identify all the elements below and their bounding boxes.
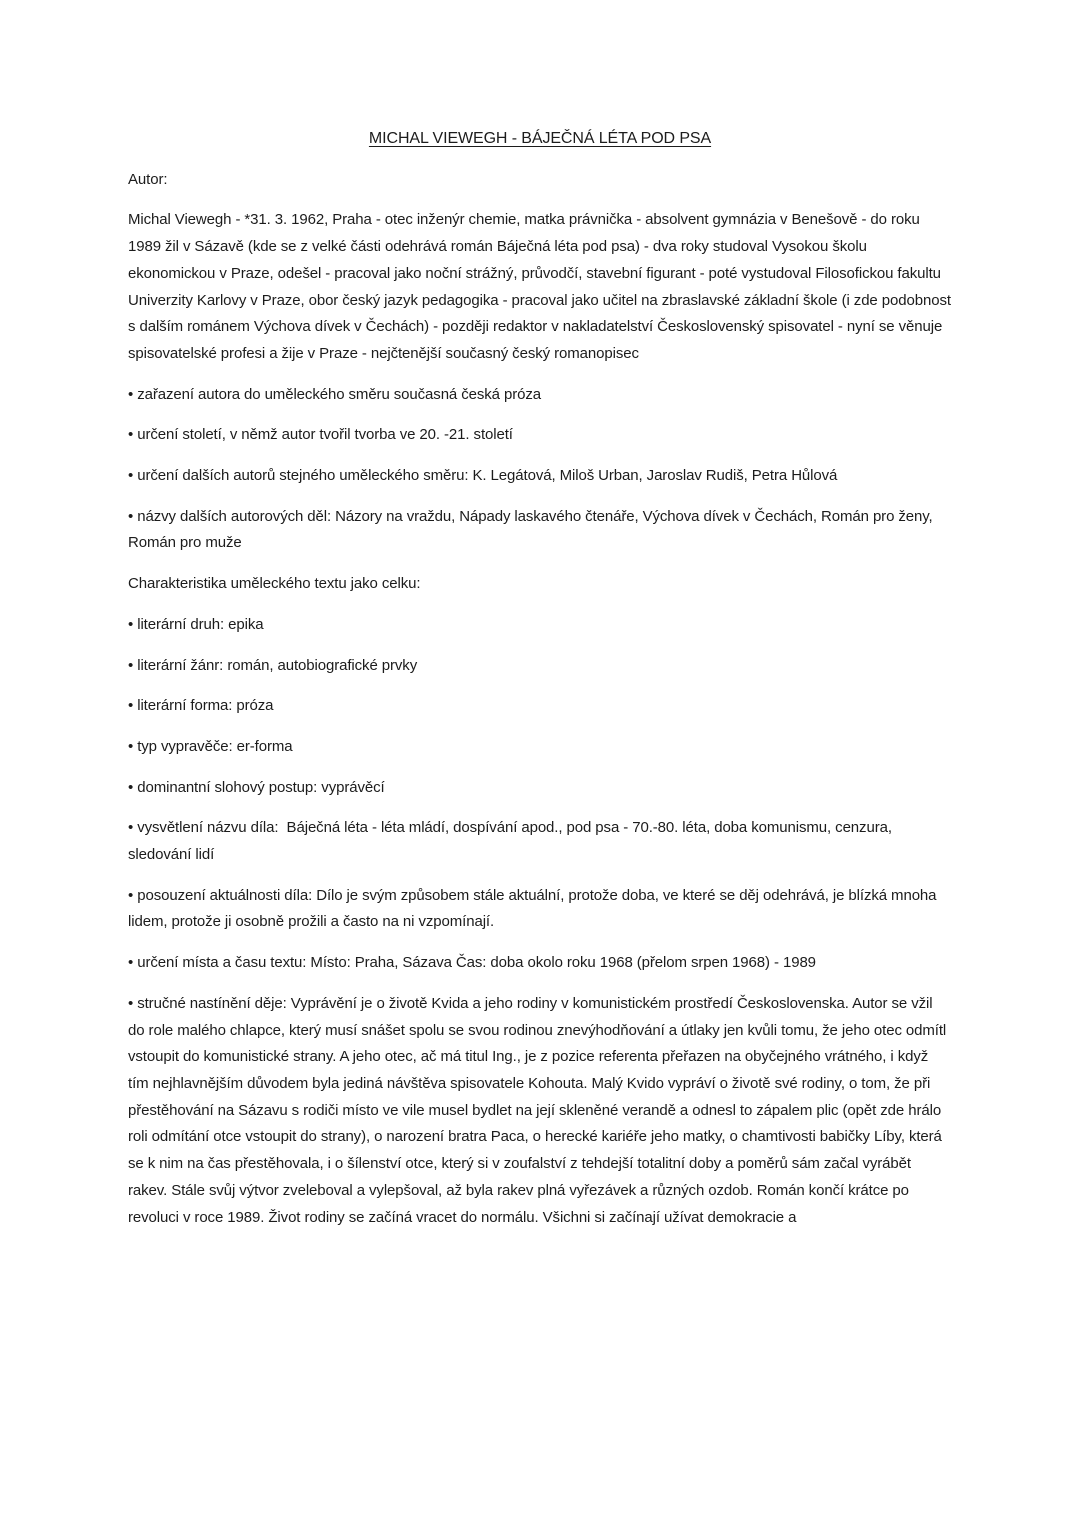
bullet-same-movement-authors: • určení dalších autorů stejného uměleckého směru: K. Legátová, Miloš Urban, Jaroslav Rudiš, Petra Hůlová [128, 467, 838, 485]
bullet-century: • určení století, v němž autor tvořil tvorba ve 20. -21. století [128, 426, 513, 444]
bullet-other-works: • názvy dalších autorových děl: Názory na vraždu, Nápady laskavého čtenáře, Výchova dívek v Čechách, Román pro ženy, Román pro muže [128, 507, 937, 552]
bullet-plot-summary: • stručné nastínění děje: Vyprávění je o životě Kvida a jeho rodiny v komunistickém prostředí Československa. Autor se vžil do role malého chlapce, který musí snášet spolu se svou rodinou znevýhodňování a útlaky jen kvůli tomu, že jeho otec odmítl vstoupit do komunistické strany. A jeho otec, ač má titul Ing., je z pozice referenta přeřazen na obyčejného vrátného, i když tím nejhlavnějším důvodem byla jediná návštěva spisovatele Kohouta. Malý Kvido vypráví o životě své rodiny, o tom, že při přestěhování na Sázavu s rodiči místo ve vile musel bydlet na její skleněné verandě a odnesl to zápalem plic (opět zde hrálo roli odmítání otce vstoupit do strany), o narození bratra Paca, o herecké kariéře jeho matky, o chamtivosti babičky Líby, která se k nim na čas přestěhovala, i o šílenství otce, který si v zoufalství z tehdejší totalitní doby a poměrů sám začal vyrábět rakev. Stále svůj výtvor zveleboval a vylepšoval, až byla rakev plná vyřezávek a různých ozdob. Román končí krátce po revoluci v roce 1989. Život rodiny se začíná vracet do normálu. Všichni si začínají užívat demokracie a [128, 994, 951, 1226]
bullet-topicality: • posouzení aktuálnosti díla: Dílo je svým způsobem stále aktuální, protože doba, ve které se děj odehrává, je blízká mnoha lidem, protože ji osobně prožili a často na ni vzpomínají. [128, 886, 941, 931]
bullet-author-classification: • zařazení autora do uměleckého směru současná česká próza [128, 385, 542, 403]
bullet-style-approach: • dominantní slohový postup: vyprávěcí [128, 778, 385, 796]
author-bio-paragraph: Michal Viewegh - *31. 3. 1962, Praha - otec inženýr chemie, matka právnička - absolvent gymnázia v Benešově - do roku 1989 žil v Sázavě (kde se z velké části odehrává román Báječná léta pod psa) - dva roky studoval Vysokou školu ekonomickou v Praze, odešel - pracoval jako noční strážný, průvodčí, stavební figurant - poté vystudoval Filosofickou fakultu Univerzity Karlovy v Praze, obor český jazyk pedagogika - pracoval jako učitel na zbraslavské základní škole (i zde podobnost s dalším románem Výchova dívek v Čechách) - později redaktor v nakladatelství Československý spisovatel - nyní se věnuje spisovatelské profesi a žije v Praze - nejčtenější současný český romanopisec [128, 211, 955, 362]
author-section-label: Autor: [128, 170, 168, 188]
bullet-narrator-type: • typ vypravěče: er-forma [128, 737, 293, 755]
document-title: MICHAL VIEWEGH - BÁJEČNÁ LÉTA POD PSA [368, 130, 712, 147]
bullet-title-explanation: • vysvětlení názvu díla: Báječná léta - léta mládí, dospívání apod., pod psa - 70.-80. léta, doba komunismu, cenzura, sledování lidí [128, 819, 896, 864]
bullet-literary-genre: • literární žánr: román, autobiografické prvky [128, 656, 418, 674]
bullet-literary-kind: • literární druh: epika [128, 615, 264, 633]
page-content [128, 126, 955, 1245]
bullet-place-and-time: • určení místa a času textu: Místo: Praha, Sázava Čas: doba okolo roku 1968 (přelom srpen 1968) - 1989 [128, 954, 816, 972]
bullet-literary-form: • literární forma: próza [128, 697, 274, 715]
section-heading-characteristics: Charakteristika uměleckého textu jako celku: [128, 575, 421, 593]
